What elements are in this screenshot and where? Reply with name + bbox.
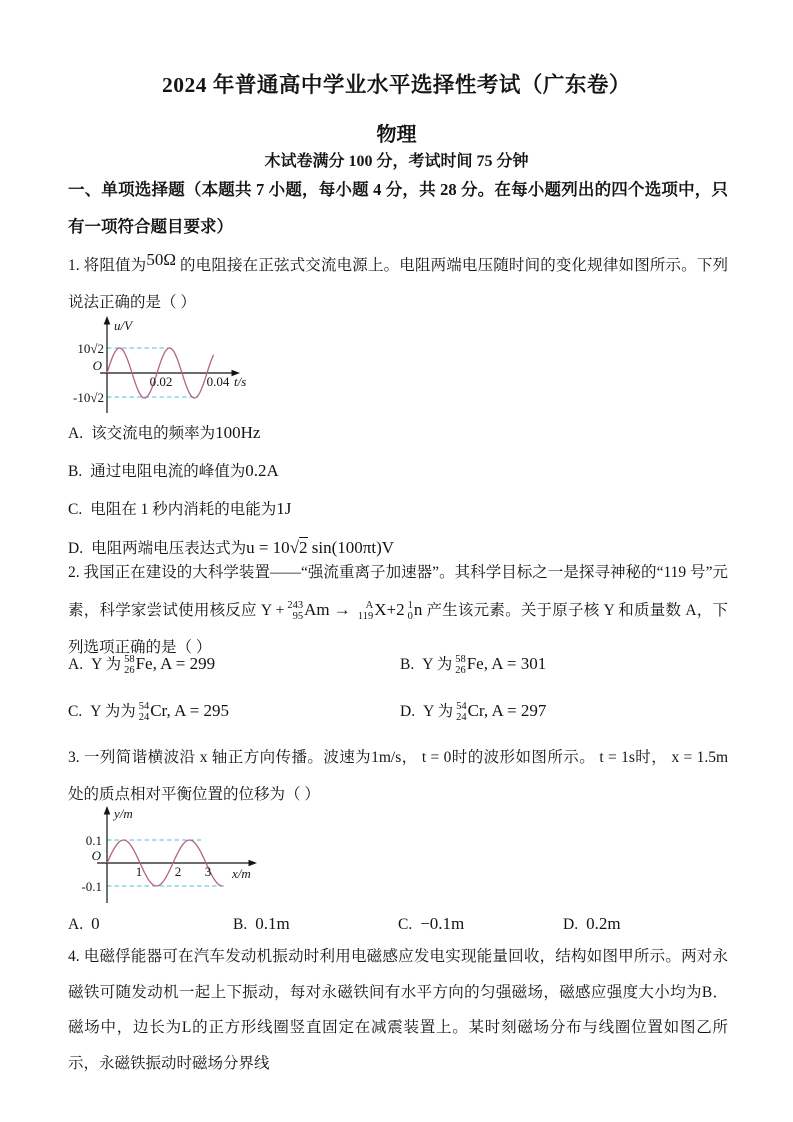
isotope-am-243-95: 243 95 — [287, 600, 304, 622]
q1-ytick-trough: -10√2 — [73, 390, 104, 405]
question-1-number: 1. — [68, 257, 80, 274]
question-3-number: 3. — [68, 749, 80, 766]
question-2-options — [68, 652, 728, 746]
question-4-number: 4. — [68, 948, 80, 965]
q3-option-c: C. −0.1m — [398, 914, 465, 933]
question-2-number: 2. — [68, 564, 80, 581]
subject-heading: 物理 — [376, 124, 417, 146]
q1-x-axis-label: t/s — [234, 374, 247, 389]
q3-option-b: B. 0.1m — [233, 914, 290, 933]
page-title: 2024 年普通高中学业水平选择性考试（广东卷） — [162, 73, 631, 97]
q2-option-b: B. Y 为 58 26 Fe, A = 301 — [400, 654, 547, 676]
q1-option-b: B. 通过电阻电流的峰值为0.2A — [68, 461, 279, 481]
reaction-arrow: → — [333, 600, 351, 619]
q1-option-a: A. 该交流电的频率为100Hz — [68, 423, 261, 442]
question-2-text: 2. 我国正在建设的大科学装置——“强流重离子加速器”。其科学目标之一是探寻神秘的“119 号”元素，科学家尝试使用核反应 Y + 243 95 Am → A 119 X+2 1 0 n 产生该元素。关于原子核 Y 和质量数 A，下列选项正确的是（ ） — [68, 564, 729, 656]
q3-xtick-1: 1 — [135, 864, 143, 879]
q2-option-a: A. Y 为 58 26 Fe, A = 299 — [68, 654, 216, 676]
q1-ytick-peak: 10√2 — [77, 341, 104, 356]
q3-xtick-2: 2 — [174, 864, 182, 879]
question-3-text: 3. 一列简谐横波沿 x 轴正方向传播。波速为1m/s， t = 0时的波形如图所示。 t = 1s时， x = 1.5m 处的质点相对平衡位置的位移为（ ） — [68, 749, 729, 803]
q1-y-axis-arrow — [104, 316, 111, 325]
question-3-options — [68, 905, 728, 943]
isotope-x-a-119: A 119 — [357, 600, 374, 622]
q1-xtick-004: 0.04 — [206, 374, 230, 389]
q3-y-axis-label: y/m — [114, 806, 133, 821]
isotope-fe-58-26: 58 26 — [455, 654, 466, 676]
q1-origin-label: O — [92, 358, 102, 373]
q3-origin-label: O — [91, 848, 101, 863]
section-1-heading: 一、单项选择题（本题共 7 小题，每小题 4 分，共 28 分。在每小题列出的四个选项中，只有一项符合题目要求） — [68, 180, 728, 236]
isotope-cr-54-24: 54 24 — [456, 701, 467, 723]
q2-option-c: C. Y 为为 54 24 Cr, A = 295 — [68, 701, 230, 723]
q1-voltage-formula: u = 10√2 sin(100πt)V — [246, 537, 395, 557]
q3-x-axis-label: x/m — [232, 866, 251, 881]
q1-option-d: D. 电阻两端电压表达式为u = 10√2 sin(100πt)V — [68, 537, 395, 557]
q3-option-a: A. 0 — [68, 914, 100, 933]
q1-xtick-002: 0.02 — [149, 374, 173, 389]
q1-voltage-time-graph — [64, 312, 264, 418]
exam-info-line: 木试卷满分 100 分，考试时间 75 分钟 — [264, 153, 529, 170]
q1-y-axis-label: u/V — [114, 318, 133, 333]
q3-option-d: D. 0.2m — [563, 914, 621, 933]
question-1-text: 1. 将阻值为50Ω 的电阻接在正弦式交流电源上。电阻两端电压随时间的变化规律如图所示。下列说法正确的是（ ） — [68, 250, 729, 311]
q2-option-d: D. Y 为 54 24 Cr, A = 297 — [400, 701, 547, 723]
isotope-cr-54-24: 54 24 — [138, 701, 150, 723]
isotope-fe-58-26: 58 26 — [124, 654, 135, 676]
q3-waveform-graph — [64, 800, 294, 912]
q3-xtick-3: 3 — [204, 864, 212, 879]
q3-ytick-trough: -0.1 — [81, 879, 102, 894]
resistance-value: 50Ω — [146, 250, 176, 269]
q3-y-axis-arrow — [104, 806, 111, 815]
q1-option-c: C. 电阻在 1 秒内消耗的电能为1J — [68, 499, 292, 519]
question-1-options — [68, 414, 728, 567]
q3-ytick-peak: 0.1 — [85, 833, 102, 848]
question-4-text: 4. 电磁俘能器可在汽车发动机振动时利用电磁感应发电实现能量回收，结构如图甲所示。两对永磁铁可随发动机一起上下振动，每对永磁铁间有水平方向的匀强磁场，磁感应强度大小均为B．磁场中，边长为L的正方形线圈竖直固定在减震装置上。某时刻磁场分布与线圈位置如图乙所示，永磁铁振动时磁场分界线 — [68, 948, 729, 1072]
isotope-n-1-0: 1 0 — [407, 600, 413, 622]
